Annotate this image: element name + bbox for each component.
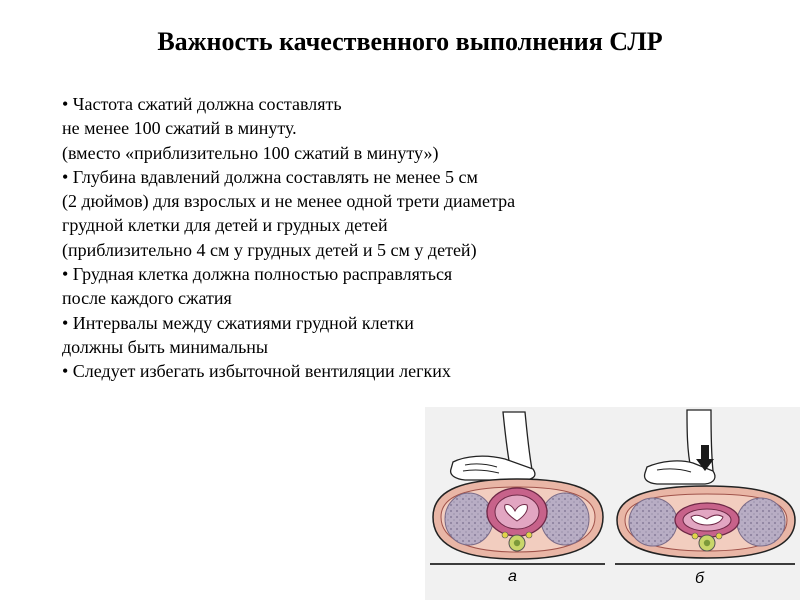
panel-a [430, 412, 605, 564]
bullet-line: после каждого сжатия [62, 288, 232, 309]
chest-cross-section-diagram [425, 407, 800, 600]
bullet-line: • Глубина вдавлений должна составлять не менее 5 см [62, 166, 478, 187]
bullet-line: (вместо «приблизительно 100 сжатий в минуту») [62, 142, 439, 163]
bullet-list [62, 92, 515, 384]
bullet-line: должны быть минимальны [62, 336, 269, 357]
bullet-line: • Интервалы между сжатиями грудной клетки [62, 312, 414, 333]
figure-label-a: а [508, 568, 517, 585]
bullet-line: • Грудная клетка должна полностью расправляться [62, 264, 453, 285]
bullet-line: (приблизительно 4 см у грудных детей и 5 см у детей) [62, 239, 477, 260]
panel-b [615, 410, 795, 564]
bullet-line: грудной клетки для детей и грудных детей [62, 215, 388, 236]
bullet-line: • Частота сжатий должна составлять [62, 94, 342, 114]
bullet-line: не менее 100 сжатий в минуту. [62, 118, 297, 139]
chest-compression-illustration [425, 407, 800, 600]
bullet-line: • Следует избегать избыточной вентиляции легких [62, 361, 451, 382]
figure-label-b: б [695, 570, 704, 587]
slide-title: Важность качественного выполнения СЛР [157, 27, 663, 56]
bullet-line: (2 дюймов) для взрослых и не менее одной трети диаметра [62, 191, 516, 212]
